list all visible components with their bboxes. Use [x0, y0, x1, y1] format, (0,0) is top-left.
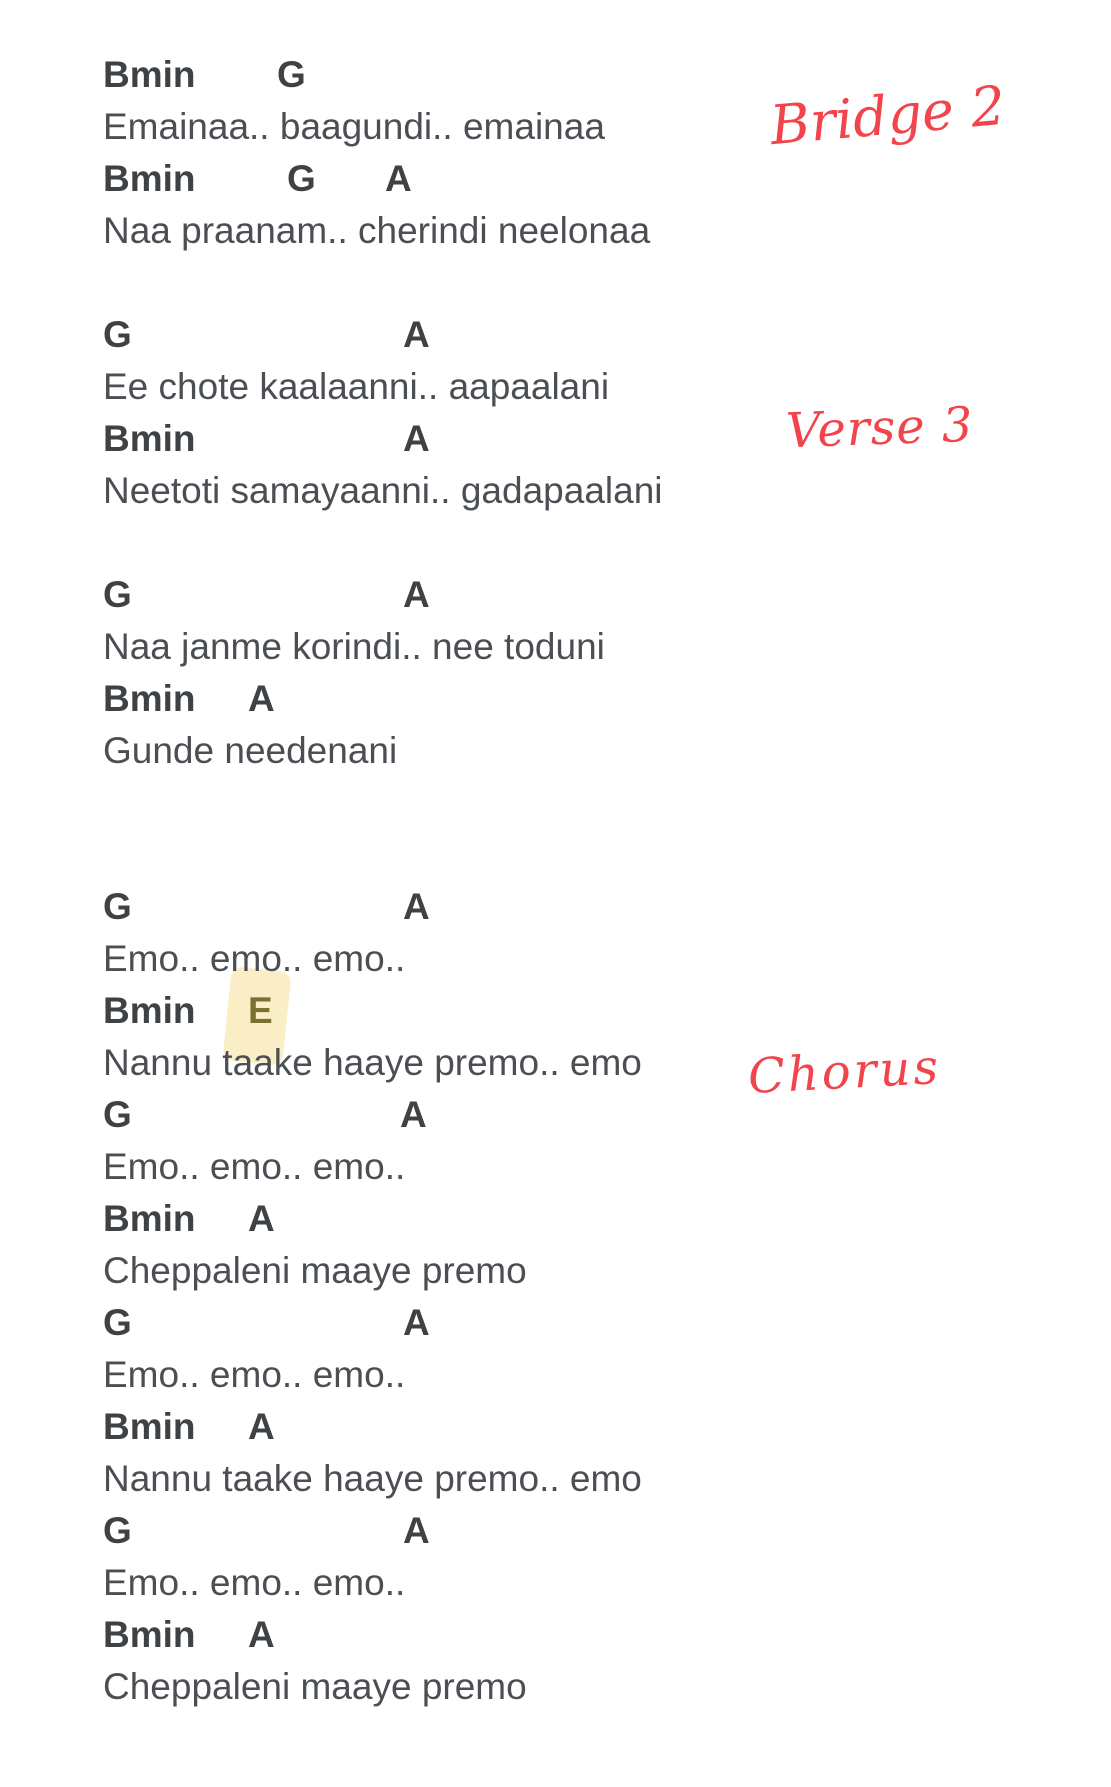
lyric-line: Emo.. emo.. emo.. [103, 1146, 406, 1187]
chord: Bmin [103, 1406, 196, 1447]
handwritten-label-bridge-2: Bridge 2 [767, 73, 1008, 158]
chord-line [103, 881, 663, 933]
chord: G [103, 1094, 132, 1135]
lyric-line: Emainaa.. baagundi.. emainaa [103, 106, 605, 147]
lyric-line: Cheppaleni maaye premo [103, 1666, 527, 1707]
chord-line [103, 1505, 663, 1557]
lyric-line: Gunde needenani [103, 730, 398, 771]
chord: Bmin [103, 158, 196, 199]
chord: Bmin [103, 990, 196, 1031]
chord: A [403, 574, 430, 615]
blank-line [103, 829, 663, 881]
chord-line [103, 49, 663, 101]
chord: Bmin [103, 678, 196, 719]
chord: G [103, 314, 132, 355]
chord-lyrics-sheet [103, 49, 663, 1713]
chord-line [103, 1297, 663, 1349]
chord: A [403, 886, 430, 927]
chord-line [103, 309, 663, 361]
blank-line [103, 257, 663, 309]
chord: Bmin [103, 1614, 196, 1655]
lyric-line: Emo.. emo.. emo.. [103, 938, 406, 979]
chord: A [403, 1510, 430, 1551]
chord-line [103, 413, 663, 465]
chord: A [248, 678, 275, 719]
chord: G [103, 886, 132, 927]
lyric-line: Nannu taake haaye premo.. emo [103, 1042, 642, 1083]
lyric-line: Naa janme korindi.. nee toduni [103, 626, 605, 667]
section-bridge-2 [103, 49, 663, 257]
chord: G [103, 1510, 132, 1551]
handwritten-label-chorus: Chorus [746, 1038, 943, 1106]
lyric-line: Neetoti samayaanni.. gadapaalani [103, 470, 663, 511]
chord: G [287, 158, 316, 199]
chord-line [103, 1401, 663, 1453]
chord-highlighted: E [248, 990, 273, 1031]
chord-line [103, 1609, 663, 1661]
chord: A [248, 1406, 275, 1447]
chord-line [103, 153, 663, 205]
chord: G [277, 54, 306, 95]
chord: Bmin [103, 418, 196, 459]
chord: G [103, 574, 132, 615]
lyric-line: Ee chote kaalaanni.. aapaalani [103, 366, 610, 407]
section-verse-3a [103, 309, 663, 517]
lyric-line: Emo.. emo.. emo.. [103, 1354, 406, 1395]
blank-line [103, 517, 663, 569]
chord-line [103, 569, 663, 621]
chord: A [248, 1198, 275, 1239]
chord: G [103, 1302, 132, 1343]
blank-line [103, 777, 663, 829]
chord: A [403, 1302, 430, 1343]
chord-line [103, 985, 663, 1037]
chord: Bmin [103, 54, 196, 95]
lyric-line: Nannu taake haaye premo.. emo [103, 1458, 642, 1499]
chord: A [403, 418, 430, 459]
chord-line [103, 1193, 663, 1245]
section-chorus [103, 881, 663, 1713]
chord: A [403, 314, 430, 355]
handwritten-label-verse-3: Verse 3 [785, 396, 975, 460]
chord-line [103, 673, 663, 725]
chord: A [400, 1094, 427, 1135]
chord: A [248, 1614, 275, 1655]
lyric-line: Naa praanam.. cherindi neelonaa [103, 210, 651, 251]
lyric-line: Emo.. emo.. emo.. [103, 1562, 406, 1603]
chord: A [385, 158, 412, 199]
chord-line [103, 1089, 663, 1141]
chord: Bmin [103, 1198, 196, 1239]
section-verse-3b [103, 569, 663, 777]
lyric-line: Cheppaleni maaye premo [103, 1250, 527, 1291]
